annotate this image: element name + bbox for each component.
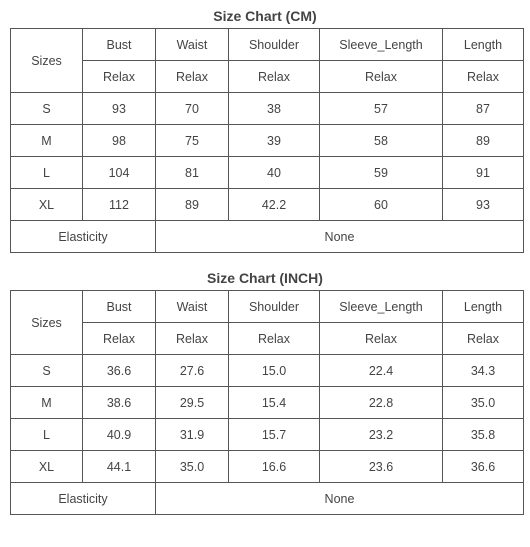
column-header-bust: Bust (83, 29, 156, 61)
value-cell: 29.5 (156, 387, 229, 419)
table-row (11, 157, 524, 189)
value-cell: 15.0 (229, 355, 320, 387)
size-cell: L (11, 157, 83, 189)
value-cell: 23.2 (320, 419, 443, 451)
value-cell: 87 (443, 93, 524, 125)
size-chart-cm-title: Size Chart (CM) (213, 8, 317, 24)
size-cell: XL (11, 189, 83, 221)
fit-cell: Relax (229, 61, 320, 93)
size-cell: L (11, 419, 83, 451)
fit-cell: Relax (320, 323, 443, 355)
value-cell: 38.6 (83, 387, 156, 419)
value-cell: 75 (156, 125, 229, 157)
value-cell: 93 (443, 189, 524, 221)
fit-cell: Relax (156, 323, 229, 355)
header-row (11, 291, 524, 323)
value-cell: 16.6 (229, 451, 320, 483)
value-cell: 91 (443, 157, 524, 189)
table-row (11, 419, 524, 451)
column-header-sleeve-length: Sleeve_Length (320, 29, 443, 61)
value-cell: 35.0 (443, 387, 524, 419)
fit-cell: Relax (83, 323, 156, 355)
value-cell: 89 (443, 125, 524, 157)
value-cell: 35.0 (156, 451, 229, 483)
value-cell: 15.7 (229, 419, 320, 451)
fit-cell: Relax (229, 323, 320, 355)
value-cell: 22.4 (320, 355, 443, 387)
value-cell: 27.6 (156, 355, 229, 387)
size-chart-inch-table (10, 290, 524, 515)
fit-cell: Relax (83, 61, 156, 93)
value-cell: 23.6 (320, 451, 443, 483)
value-cell: 34.3 (443, 355, 524, 387)
value-cell: 39 (229, 125, 320, 157)
table-row (11, 189, 524, 221)
elasticity-label: Elasticity (11, 483, 156, 515)
value-cell: 112 (83, 189, 156, 221)
column-header-waist: Waist (156, 29, 229, 61)
size-cell: S (11, 93, 83, 125)
size-cell: S (11, 355, 83, 387)
fit-cell: Relax (156, 61, 229, 93)
value-cell: 31.9 (156, 419, 229, 451)
value-cell: 60 (320, 189, 443, 221)
value-cell: 44.1 (83, 451, 156, 483)
elasticity-label: Elasticity (11, 221, 156, 253)
column-header-waist: Waist (156, 291, 229, 323)
value-cell: 22.8 (320, 387, 443, 419)
fit-cell: Relax (320, 61, 443, 93)
value-cell: 93 (83, 93, 156, 125)
fit-row (11, 61, 524, 93)
value-cell: 70 (156, 93, 229, 125)
elasticity-value: None (156, 483, 524, 515)
header-row (11, 29, 524, 61)
column-header-shoulder: Shoulder (229, 291, 320, 323)
elasticity-row (11, 483, 524, 515)
table-row (11, 451, 524, 483)
elasticity-value: None (156, 221, 524, 253)
column-header-length: Length (443, 291, 524, 323)
value-cell: 40.9 (83, 419, 156, 451)
column-header-shoulder: Shoulder (229, 29, 320, 61)
table-row (11, 387, 524, 419)
fit-cell: Relax (443, 323, 524, 355)
value-cell: 42.2 (229, 189, 320, 221)
elasticity-row (11, 221, 524, 253)
column-header-sleeve-length: Sleeve_Length (320, 291, 443, 323)
table-row (11, 355, 524, 387)
value-cell: 57 (320, 93, 443, 125)
fit-cell: Relax (443, 61, 524, 93)
column-header-bust: Bust (83, 291, 156, 323)
size-cell: M (11, 125, 83, 157)
value-cell: 89 (156, 189, 229, 221)
value-cell: 35.8 (443, 419, 524, 451)
value-cell: 36.6 (443, 451, 524, 483)
table-row (11, 125, 524, 157)
column-header-length: Length (443, 29, 524, 61)
value-cell: 98 (83, 125, 156, 157)
value-cell: 36.6 (83, 355, 156, 387)
value-cell: 58 (320, 125, 443, 157)
sizes-header: Sizes (11, 29, 83, 93)
table-row (11, 93, 524, 125)
size-cell: M (11, 387, 83, 419)
value-cell: 81 (156, 157, 229, 189)
value-cell: 104 (83, 157, 156, 189)
fit-row (11, 323, 524, 355)
size-cell: XL (11, 451, 83, 483)
size-chart-inch-title: Size Chart (INCH) (207, 270, 323, 286)
sizes-header: Sizes (11, 291, 83, 355)
value-cell: 38 (229, 93, 320, 125)
value-cell: 59 (320, 157, 443, 189)
value-cell: 40 (229, 157, 320, 189)
value-cell: 15.4 (229, 387, 320, 419)
size-chart-cm-table (10, 28, 524, 253)
